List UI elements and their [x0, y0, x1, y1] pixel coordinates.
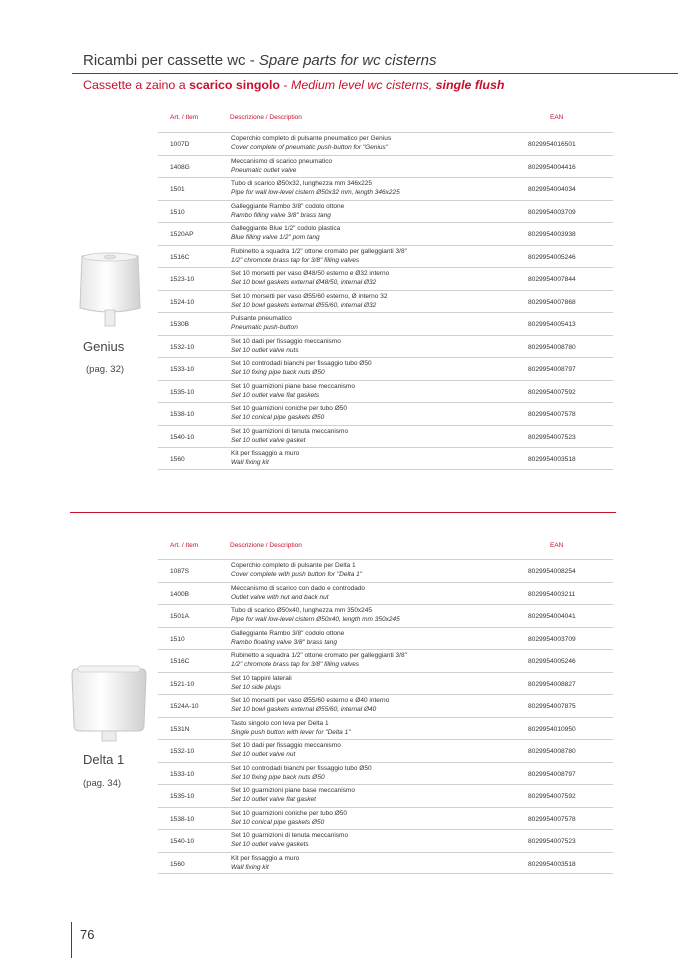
- ean-code: 8029954003709: [528, 208, 576, 216]
- description-italian: Galleggiante Blue 1/2" codolo plastica: [231, 225, 341, 232]
- item-code: 1510: [170, 208, 185, 216]
- description-italian: Set 10 dadi per fissaggio meccanismo: [231, 337, 341, 345]
- ean-code: 8029954008797: [528, 366, 576, 373]
- ean-code: 8029954003211: [528, 590, 576, 598]
- ean-code: 8029954010950: [528, 725, 576, 733]
- title-english: Spare parts for wc cisterns: [258, 52, 437, 69]
- subtitle-part: Cassette a zaino a: [83, 78, 190, 92]
- item-code: 1530B: [170, 321, 190, 328]
- ean-code: 8029954004041: [528, 613, 576, 620]
- description-italian: Set 10 morsetti per vaso Ø55/60 esterno, Ø interno 32: [231, 292, 388, 300]
- description-english: Set 10 outlet valve nut: [231, 751, 296, 758]
- description-english: Set 10 conical pipe gaskets Ø50: [231, 414, 325, 421]
- ean-code: 8029954005413: [528, 321, 576, 328]
- description-english: 1/2" chromote brass tap for 3/8" filling valves: [231, 256, 360, 264]
- table-row: [158, 267, 613, 290]
- ean-code: 8029954004416: [528, 163, 576, 171]
- ean-code: 8029954003518: [528, 860, 576, 868]
- ean-code: 8029954007578: [528, 815, 576, 823]
- description-italian: Set 10 morsetti per vaso Ø55/60 esterno e Ø40 interno: [231, 697, 390, 704]
- ean-code: 8029954007875: [528, 703, 576, 710]
- item-code: 1524-10: [170, 298, 195, 306]
- subtitle-separator: -: [279, 78, 291, 92]
- column-header-ean: EAN: [550, 114, 564, 121]
- description-english: Wall fixing kit: [231, 459, 269, 466]
- table-row: [158, 694, 613, 717]
- table-row: [158, 582, 613, 605]
- description-english: Set 10 outlet valve gaskets: [231, 841, 309, 848]
- section-divider: [70, 512, 616, 513]
- table-row: [158, 447, 613, 470]
- item-code: 1540-10: [170, 433, 195, 441]
- genius-cistern-image: [76, 250, 144, 330]
- description-english: Blue filling valve 1/2" pom tang: [231, 234, 320, 241]
- description-italian: Set 10 guarnizioni coniche per tubo Ø50: [231, 809, 347, 817]
- description-italian: Set 10 guarnizioni piane base meccanismo: [231, 787, 355, 794]
- table-row: [158, 604, 613, 627]
- description-english: Set 10 bowl gaskets external Ø55/60, internal Ø40: [231, 706, 377, 713]
- ean-code: 8029954003518: [528, 456, 576, 463]
- ean-code: 8029954003938: [528, 231, 576, 238]
- product-name-genius: Genius: [83, 339, 125, 354]
- item-code: 1400B: [170, 590, 190, 598]
- table-row: [158, 559, 613, 582]
- parts-table-genius: [158, 132, 613, 470]
- ean-code: 8029954003709: [528, 635, 576, 643]
- table-row: [158, 380, 613, 403]
- parts-table-delta-1: [158, 559, 613, 874]
- table-row: [158, 829, 613, 852]
- title-divider: [72, 73, 678, 74]
- description-italian: Rubinetto a squadra 1/2" ottone cromato per galleggianti 3/8": [231, 247, 407, 255]
- item-code: 1532-10: [170, 343, 195, 351]
- description-english: Set 10 outlet valve gasket: [231, 436, 306, 444]
- ean-code: 8029954007592: [528, 793, 576, 800]
- item-code: 1524A-10: [170, 703, 199, 710]
- item-code: 1521-10: [170, 680, 195, 688]
- page-title: [83, 52, 436, 69]
- subtitle-bold-en: single flush: [435, 78, 505, 92]
- ean-code: 8029954007868: [528, 298, 576, 306]
- table-row: [158, 132, 613, 155]
- description-english: Pneumatic outlet valve: [231, 166, 297, 174]
- item-code: 1007D: [170, 141, 190, 148]
- column-header-description-2: Descrizione / Description: [230, 542, 302, 549]
- description-italian: Set 10 controdadi bianchi per fissaggio tubo Ø50: [231, 360, 372, 367]
- description-italian: Set 10 tappini laterali: [231, 674, 292, 682]
- description-english: Set 10 bowl gaskets external Ø48/50, internal Ø32: [231, 279, 377, 286]
- description-english: Outlet valve with nut and back nut: [231, 593, 329, 601]
- description-english: Rambo floating valve 3/8" brass tang: [231, 638, 338, 646]
- product-page-ref-delta-1: (pag. 34): [83, 778, 122, 789]
- description-italian: Pulsante pneumatico: [231, 315, 292, 322]
- table-row: [158, 717, 613, 740]
- description-italian: Meccanismo di scarico con dado e controdado: [231, 584, 366, 592]
- table-row: [158, 357, 613, 380]
- item-code: 1538-10: [170, 815, 195, 823]
- ean-code: 8029954007523: [528, 838, 576, 845]
- description-english: Single push button with lever for "Delta 1": [231, 728, 351, 736]
- description-italian: Coperchio completo di pulsante per Delta 1: [231, 562, 356, 569]
- table-row: [158, 649, 613, 672]
- item-code: 1516C: [170, 253, 190, 261]
- item-code: 1535-10: [170, 388, 195, 396]
- table-row: [158, 627, 613, 650]
- item-code: 1510: [170, 635, 185, 643]
- item-code: 1087S: [170, 568, 190, 575]
- description-italian: Set 10 guarnizioni di tenuta meccanismo: [231, 832, 349, 839]
- description-italian: Rubinetto a squadra 1/2" ottone cromato per galleggianti 3/8": [231, 652, 407, 659]
- ean-code: 8029954008827: [528, 680, 576, 688]
- description-english: Pipe for wall low-level cistern Ø50x32 mm, length 346x225: [231, 189, 400, 196]
- table-row: [158, 425, 613, 448]
- item-code: 1531N: [170, 725, 190, 733]
- table-row: [158, 245, 613, 268]
- ean-code: 8029954007844: [528, 276, 576, 283]
- description-italian: Set 10 controdadi bianchi per fissaggio tubo Ø50: [231, 764, 372, 772]
- description-english: Set 10 side plugs: [231, 683, 281, 691]
- ean-code: 8029954007592: [528, 388, 576, 396]
- ean-code: 8029954007578: [528, 411, 576, 418]
- delta-1-cistern-image: [68, 663, 150, 743]
- table-row: [158, 312, 613, 335]
- description-italian: Galleggiante Rambo 3/8" codolo ottone: [231, 629, 345, 637]
- column-header-art: Art. / Item: [170, 114, 199, 121]
- column-header-description: Descrizione / Description: [230, 114, 302, 121]
- table-row: [158, 807, 613, 830]
- table-row: [158, 222, 613, 245]
- description-english: Set 10 outlet valve flat gaskets: [231, 391, 320, 399]
- description-english: Rambo filling valve 3/8" brass tang: [231, 211, 331, 219]
- description-english: Cover complete with push button for "Delta 1": [231, 571, 363, 578]
- item-code: 1532-10: [170, 748, 195, 755]
- description-english: Cover complete of pneumatic push-button for "Genius": [231, 144, 389, 151]
- ean-code: 8029954016501: [528, 141, 576, 148]
- table-row: [158, 290, 613, 313]
- subtitle-english: Medium level wc cisterns,: [291, 78, 436, 92]
- description-english: Wall fixing kit: [231, 863, 269, 871]
- description-italian: Set 10 guarnizioni piane base meccanismo: [231, 382, 355, 390]
- description-italian: Meccanismo di scarico pneumatico: [231, 157, 333, 165]
- item-code: 1535-10: [170, 793, 195, 800]
- item-code: 1408G: [170, 163, 190, 171]
- description-english: Pipe for wall low-level cistern Ø50x40, length mm 350x245: [231, 616, 400, 623]
- description-italian: Set 10 dadi per fissaggio meccanismo: [231, 742, 341, 749]
- description-english: Pneumatic push-button: [231, 324, 298, 331]
- ean-code: 8029954005246: [528, 658, 576, 665]
- description-italian: Tubo di scarico Ø50x40, lunghezza mm 350x245: [231, 607, 373, 614]
- item-code: 1523-10: [170, 276, 195, 283]
- description-italian: Coperchio completo di pulsante pneumatico per Genius: [231, 135, 392, 142]
- subtitle-bold-it: scarico singolo: [189, 78, 280, 92]
- ean-code: 8029954004034: [528, 186, 576, 193]
- page-number-rule: [71, 922, 72, 958]
- description-italian: Set 10 morsetti per vaso Ø48/50 esterno e Ø32 interno: [231, 270, 390, 277]
- column-header-ean-2: EAN: [550, 542, 564, 549]
- section-subtitle: [83, 78, 504, 92]
- page-number: 76: [80, 927, 95, 942]
- product-name-delta-1: Delta 1: [83, 752, 125, 767]
- item-code: 1538-10: [170, 411, 195, 418]
- item-code: 1533-10: [170, 770, 195, 778]
- ean-code: 8029954005246: [528, 253, 576, 261]
- description-italian: Kit per fissaggio a muro: [231, 854, 300, 862]
- description-italian: Galleggiante Rambo 3/8" codolo ottone: [231, 202, 345, 210]
- item-code: 1560: [170, 860, 185, 868]
- ean-code: 8029954007523: [528, 433, 576, 441]
- description-italian: Tubo di scarico Ø50x32, lunghezza mm 346x225: [231, 180, 373, 187]
- description-english: Set 10 fixing pipe back nuts Ø50: [231, 369, 325, 376]
- title-italian: Ricambi per cassette wc -: [83, 52, 259, 69]
- description-english: Set 10 outlet valve flat gasket: [231, 796, 316, 803]
- item-code: 1501A: [170, 613, 190, 620]
- table-row: [158, 155, 613, 178]
- item-code: 1533-10: [170, 366, 195, 373]
- description-english: Set 10 fixing pipe back nuts Ø50: [231, 773, 325, 781]
- description-italian: Kit per fissaggio a muro: [231, 450, 300, 457]
- item-code: 1540-10: [170, 838, 195, 845]
- table-row: [158, 762, 613, 785]
- table-row: [158, 200, 613, 223]
- description-english: Set 10 bowl gaskets external Ø55/60, internal Ø32: [231, 301, 377, 309]
- table-row: [158, 784, 613, 807]
- ean-code: 8029954008254: [528, 568, 576, 575]
- ean-code: 8029954008797: [528, 770, 576, 778]
- ean-code: 8029954008780: [528, 343, 576, 351]
- item-code: 1520AP: [170, 231, 194, 238]
- table-row: [158, 177, 613, 200]
- item-code: 1516C: [170, 658, 190, 665]
- table-row: [158, 402, 613, 425]
- description-italian: Set 10 guarnizioni coniche per tubo Ø50: [231, 405, 347, 412]
- description-italian: Set 10 guarnizioni di tenuta meccanismo: [231, 427, 349, 435]
- item-code: 1560: [170, 456, 185, 463]
- table-row: [158, 739, 613, 762]
- description-italian: Tasto singolo con leva per Delta 1: [231, 719, 329, 727]
- description-english: Set 10 outlet valve nuts: [231, 346, 299, 354]
- table-row: [158, 852, 613, 875]
- description-english: Set 10 conical pipe gaskets Ø50: [231, 818, 325, 826]
- description-english: 1/2" chromote brass tap for 3/8" filling valves: [231, 661, 360, 668]
- ean-code: 8029954008780: [528, 748, 576, 755]
- table-row: [158, 672, 613, 695]
- column-header-art-2: Art. / Item: [170, 542, 199, 549]
- product-page-ref-genius: (pag. 32): [86, 364, 125, 375]
- item-code: 1501: [170, 186, 185, 193]
- table-row: [158, 335, 613, 358]
